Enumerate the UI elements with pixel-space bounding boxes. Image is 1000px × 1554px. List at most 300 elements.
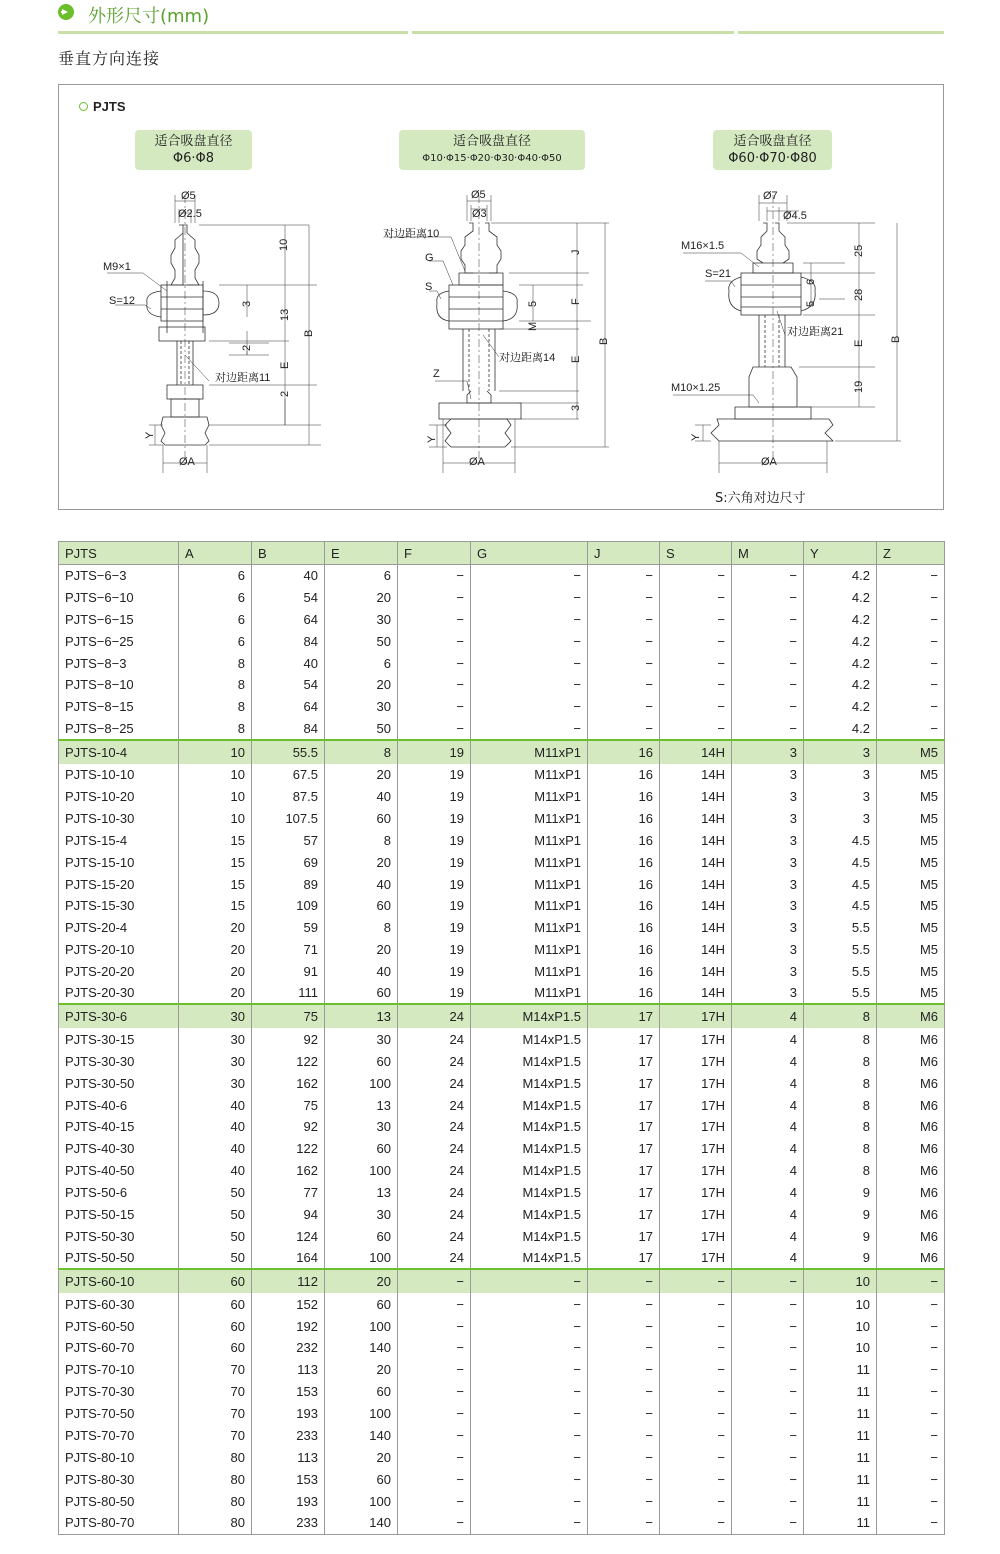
model-cell: PJTS-10-20: [59, 786, 179, 808]
value-cell: −: [877, 630, 945, 652]
value-cell: 54: [252, 674, 325, 696]
model-cell: PJTS-40-15: [59, 1116, 179, 1138]
value-cell: 20: [179, 939, 252, 961]
value-cell: −: [660, 1269, 732, 1293]
table-row: [59, 1490, 945, 1512]
value-cell: 233: [252, 1425, 325, 1447]
value-cell: 3: [732, 764, 804, 786]
value-cell: 15: [179, 851, 252, 873]
section-header: [58, 0, 944, 36]
column-header: Y: [804, 542, 877, 565]
dim-e: E: [570, 355, 582, 363]
value-cell: 30: [325, 1204, 398, 1226]
value-cell: −: [398, 1468, 471, 1490]
value-cell: −: [398, 1446, 471, 1468]
value-cell: 153: [252, 1468, 325, 1490]
value-cell: 14H: [660, 895, 732, 917]
value-cell: 11: [804, 1359, 877, 1381]
value-cell: 100: [325, 1247, 398, 1269]
model-cell: PJTS-80-70: [59, 1512, 179, 1534]
table-body: [59, 565, 945, 1535]
table-row: [59, 1359, 945, 1381]
value-cell: 17: [588, 1050, 660, 1072]
value-cell: 162: [252, 1160, 325, 1182]
value-cell: 4: [732, 1116, 804, 1138]
value-cell: 16: [588, 764, 660, 786]
value-cell: 24: [398, 1204, 471, 1226]
value-cell: M11xP1: [471, 895, 588, 917]
value-cell: −: [398, 630, 471, 652]
model-cell: PJTS-60-30: [59, 1293, 179, 1315]
fit-label-size: Φ6·Φ8: [172, 151, 215, 166]
value-cell: −: [588, 1269, 660, 1293]
value-cell: 14H: [660, 764, 732, 786]
value-cell: M6: [877, 1225, 945, 1247]
value-cell: 70: [179, 1381, 252, 1403]
value-cell: 19: [398, 983, 471, 1005]
table-row: [59, 807, 945, 829]
value-cell: 3: [732, 895, 804, 917]
value-cell: 24: [398, 1247, 471, 1269]
value-cell: 17H: [660, 1028, 732, 1050]
value-cell: M14xP1.5: [471, 1116, 588, 1138]
value-cell: 87.5: [252, 786, 325, 808]
thread-label: M9×1: [103, 261, 131, 273]
dim-y: Y: [426, 435, 438, 443]
value-cell: 4: [732, 1182, 804, 1204]
value-cell: M11xP1: [471, 740, 588, 764]
value-cell: −: [877, 1293, 945, 1315]
value-cell: M6: [877, 1116, 945, 1138]
value-cell: 4.5: [804, 851, 877, 873]
model-cell: PJTS-50-6: [59, 1182, 179, 1204]
value-cell: 16: [588, 873, 660, 895]
model-cell: PJTS−6−15: [59, 608, 179, 630]
column-header: E: [325, 542, 398, 565]
dim-diameter-a: ØA: [179, 456, 195, 468]
table-row: [59, 786, 945, 808]
value-cell: 60: [325, 1381, 398, 1403]
model-cell: PJTS-15-4: [59, 829, 179, 851]
value-cell: 17: [588, 1116, 660, 1138]
model-cell: PJTS-30-6: [59, 1004, 179, 1028]
value-cell: M6: [877, 1247, 945, 1269]
value-cell: M6: [877, 1028, 945, 1050]
value-cell: 15: [179, 829, 252, 851]
table-row: [59, 1337, 945, 1359]
value-cell: −: [471, 608, 588, 630]
header-divider: [738, 31, 944, 34]
model-cell: PJTS-60-50: [59, 1315, 179, 1337]
value-cell: 3: [732, 917, 804, 939]
value-cell: 10: [804, 1315, 877, 1337]
value-cell: −: [588, 1490, 660, 1512]
value-cell: 4: [732, 1028, 804, 1050]
value-cell: −: [732, 1315, 804, 1337]
dim-10: 10: [278, 238, 290, 251]
dim-inner-diameter: Ø4.5: [783, 210, 807, 222]
column-header: B: [252, 542, 325, 565]
value-cell: 113: [252, 1359, 325, 1381]
drawing-small-labels: [103, 190, 315, 468]
dim-f: F: [570, 298, 582, 305]
value-cell: 14H: [660, 983, 732, 1005]
value-cell: −: [471, 674, 588, 696]
table-row: [59, 895, 945, 917]
value-cell: 40: [325, 873, 398, 895]
value-cell: −: [732, 674, 804, 696]
value-cell: 54: [252, 586, 325, 608]
value-cell: 80: [179, 1512, 252, 1534]
value-cell: 153: [252, 1381, 325, 1403]
value-cell: −: [588, 1403, 660, 1425]
value-cell: −: [471, 586, 588, 608]
dim-28: 28: [853, 288, 865, 301]
dim-e: E: [279, 361, 291, 369]
value-cell: −: [732, 1381, 804, 1403]
value-cell: −: [877, 1315, 945, 1337]
value-cell: −: [877, 674, 945, 696]
value-cell: 69: [252, 851, 325, 873]
value-cell: 6: [325, 565, 398, 587]
dim-2: 2: [241, 344, 253, 351]
value-cell: 60: [325, 1468, 398, 1490]
model-cell: PJTS-50-15: [59, 1204, 179, 1226]
value-cell: 100: [325, 1072, 398, 1094]
dim-5: 5: [805, 300, 817, 307]
value-cell: −: [732, 1359, 804, 1381]
value-cell: −: [877, 1403, 945, 1425]
value-cell: −: [660, 630, 732, 652]
value-cell: −: [398, 718, 471, 740]
value-cell: −: [732, 1403, 804, 1425]
flat-width-label: 对边距离10: [383, 228, 440, 240]
value-cell: 75: [252, 1004, 325, 1028]
model-cell: PJTS-15-20: [59, 873, 179, 895]
value-cell: 24: [398, 1050, 471, 1072]
value-cell: 17H: [660, 1138, 732, 1160]
fit-label-line: 适合吸盘直径: [154, 134, 233, 149]
model-cell: PJTS-30-30: [59, 1050, 179, 1072]
value-cell: 4.2: [804, 608, 877, 630]
value-cell: 6: [179, 608, 252, 630]
value-cell: 4.2: [804, 652, 877, 674]
value-cell: 17: [588, 1204, 660, 1226]
value-cell: −: [398, 1269, 471, 1293]
value-cell: 11: [804, 1512, 877, 1534]
value-cell: −: [732, 1512, 804, 1534]
value-cell: 70: [179, 1359, 252, 1381]
value-cell: 24: [398, 1182, 471, 1204]
value-cell: 100: [325, 1403, 398, 1425]
value-cell: 50: [325, 718, 398, 740]
value-cell: 3: [732, 807, 804, 829]
model-cell: PJTS-70-30: [59, 1381, 179, 1403]
column-header: M: [732, 542, 804, 565]
table-header-row: [59, 542, 945, 565]
value-cell: −: [877, 586, 945, 608]
arrow-right-icon: [58, 4, 74, 20]
value-cell: 13: [325, 1004, 398, 1028]
value-cell: −: [660, 1359, 732, 1381]
model-cell: PJTS-15-30: [59, 895, 179, 917]
value-cell: 60: [179, 1337, 252, 1359]
dim-diameter-a: ØA: [469, 456, 485, 468]
value-cell: −: [398, 586, 471, 608]
value-cell: 92: [252, 1116, 325, 1138]
value-cell: −: [588, 1337, 660, 1359]
value-cell: 5.5: [804, 917, 877, 939]
value-cell: −: [877, 1512, 945, 1534]
value-cell: 17H: [660, 1004, 732, 1028]
value-cell: 20: [179, 983, 252, 1005]
value-cell: M14xP1.5: [471, 1160, 588, 1182]
value-cell: 4: [732, 1204, 804, 1226]
value-cell: 94: [252, 1204, 325, 1226]
thread-label: M10×1.25: [671, 382, 721, 394]
value-cell: −: [732, 1293, 804, 1315]
table-row: [59, 1050, 945, 1072]
value-cell: −: [588, 652, 660, 674]
fit-label-size: Φ10·Φ15·Φ20·Φ30·Φ40·Φ50: [422, 153, 562, 164]
value-cell: 9: [804, 1182, 877, 1204]
value-cell: −: [588, 630, 660, 652]
value-cell: 60: [325, 807, 398, 829]
value-cell: 16: [588, 917, 660, 939]
value-cell: 16: [588, 961, 660, 983]
value-cell: −: [471, 1359, 588, 1381]
value-cell: −: [471, 1468, 588, 1490]
value-cell: 19: [398, 829, 471, 851]
model-cell: PJTS-10-10: [59, 764, 179, 786]
model-cell: PJTS−8−3: [59, 652, 179, 674]
dim-5: 5: [527, 300, 539, 307]
value-cell: M5: [877, 807, 945, 829]
model-cell: PJTS−6−3: [59, 565, 179, 587]
model-cell: PJTS-20-20: [59, 961, 179, 983]
dim-diameter-a: ØA: [761, 456, 777, 468]
value-cell: −: [877, 565, 945, 587]
value-cell: 4.5: [804, 873, 877, 895]
value-cell: 3: [732, 851, 804, 873]
value-cell: −: [471, 1490, 588, 1512]
table-row: [59, 1138, 945, 1160]
value-cell: −: [471, 630, 588, 652]
value-cell: −: [660, 1468, 732, 1490]
value-cell: −: [732, 696, 804, 718]
value-cell: 112: [252, 1269, 325, 1293]
value-cell: 30: [179, 1028, 252, 1050]
model-cell: PJTS-80-50: [59, 1490, 179, 1512]
value-cell: 16: [588, 740, 660, 764]
table-row: [59, 652, 945, 674]
table-row: [59, 718, 945, 740]
value-cell: 17: [588, 1247, 660, 1269]
value-cell: 67.5: [252, 764, 325, 786]
value-cell: M5: [877, 873, 945, 895]
value-cell: 3: [804, 786, 877, 808]
value-cell: 80: [179, 1446, 252, 1468]
value-cell: −: [588, 1425, 660, 1447]
table-row: [59, 829, 945, 851]
model-cell: PJTS-70-10: [59, 1359, 179, 1381]
value-cell: −: [732, 630, 804, 652]
value-cell: M5: [877, 740, 945, 764]
value-cell: 8: [804, 1160, 877, 1182]
value-cell: 17H: [660, 1160, 732, 1182]
value-cell: 30: [179, 1004, 252, 1028]
column-header: F: [398, 542, 471, 565]
value-cell: 19: [398, 764, 471, 786]
value-cell: −: [660, 718, 732, 740]
table-row: [59, 1072, 945, 1094]
value-cell: 57: [252, 829, 325, 851]
header-divider: [58, 31, 408, 34]
value-cell: 19: [398, 939, 471, 961]
model-cell: PJTS-80-30: [59, 1468, 179, 1490]
value-cell: 24: [398, 1138, 471, 1160]
fit-label-line: 适合吸盘直径: [452, 134, 531, 149]
value-cell: 64: [252, 696, 325, 718]
value-cell: 50: [179, 1182, 252, 1204]
table-row: [59, 696, 945, 718]
value-cell: M5: [877, 917, 945, 939]
value-cell: 8: [804, 1050, 877, 1072]
value-cell: 84: [252, 630, 325, 652]
value-cell: 24: [398, 1116, 471, 1138]
dim-25: 25: [853, 244, 865, 257]
value-cell: 17: [588, 1138, 660, 1160]
value-cell: −: [660, 1512, 732, 1534]
value-cell: 122: [252, 1138, 325, 1160]
dim-e: E: [853, 339, 865, 347]
value-cell: 5.5: [804, 961, 877, 983]
value-cell: 92: [252, 1028, 325, 1050]
value-cell: M14xP1.5: [471, 1138, 588, 1160]
value-cell: −: [660, 696, 732, 718]
value-cell: 100: [325, 1315, 398, 1337]
value-cell: 9: [804, 1225, 877, 1247]
model-cell: PJTS−6−10: [59, 586, 179, 608]
value-cell: 13: [325, 1182, 398, 1204]
value-cell: 17H: [660, 1204, 732, 1226]
value-cell: 17: [588, 1225, 660, 1247]
dim-y: Y: [690, 433, 702, 441]
value-cell: 20: [325, 1359, 398, 1381]
value-cell: M11xP1: [471, 851, 588, 873]
dim-m: M: [527, 321, 539, 331]
dim-19: 19: [853, 380, 865, 393]
value-cell: M14xP1.5: [471, 1028, 588, 1050]
value-cell: 4: [732, 1050, 804, 1072]
value-cell: 8: [804, 1004, 877, 1028]
value-cell: −: [398, 608, 471, 630]
value-cell: −: [398, 565, 471, 587]
dim-outer-diameter: Ø5: [181, 190, 196, 202]
value-cell: 24: [398, 1028, 471, 1050]
value-cell: 40: [252, 565, 325, 587]
value-cell: −: [660, 1293, 732, 1315]
value-cell: 75: [252, 1094, 325, 1116]
value-cell: 3: [804, 764, 877, 786]
value-cell: 4: [732, 1247, 804, 1269]
value-cell: 8: [804, 1028, 877, 1050]
value-cell: −: [588, 1512, 660, 1534]
value-cell: 4.2: [804, 630, 877, 652]
value-cell: −: [660, 1315, 732, 1337]
value-cell: 16: [588, 807, 660, 829]
value-cell: 14H: [660, 786, 732, 808]
value-cell: 16: [588, 939, 660, 961]
model-cell: PJTS-60-10: [59, 1269, 179, 1293]
value-cell: 50: [325, 630, 398, 652]
table-row: [59, 1094, 945, 1116]
table-row: [59, 983, 945, 1005]
value-cell: 3: [732, 873, 804, 895]
value-cell: 17H: [660, 1050, 732, 1072]
value-cell: M5: [877, 764, 945, 786]
value-cell: 60: [325, 983, 398, 1005]
section-title: 外形尺寸(mm): [88, 6, 210, 27]
value-cell: M6: [877, 1072, 945, 1094]
fit-label-size: Φ60·Φ70·Φ80: [728, 151, 817, 166]
value-cell: −: [588, 718, 660, 740]
value-cell: 17: [588, 1072, 660, 1094]
value-cell: −: [660, 1381, 732, 1403]
value-cell: 13: [325, 1094, 398, 1116]
table-row: [59, 1182, 945, 1204]
table-row: [59, 917, 945, 939]
table-row: [59, 740, 945, 764]
value-cell: −: [398, 1337, 471, 1359]
model-cell: PJTS-80-10: [59, 1446, 179, 1468]
value-cell: 30: [179, 1072, 252, 1094]
value-cell: 3: [804, 740, 877, 764]
value-cell: 16: [588, 983, 660, 1005]
table-row: [59, 1315, 945, 1337]
value-cell: 10: [804, 1337, 877, 1359]
value-cell: −: [398, 696, 471, 718]
value-cell: 109: [252, 895, 325, 917]
model-cell: PJTS−6−25: [59, 630, 179, 652]
value-cell: M5: [877, 829, 945, 851]
value-cell: −: [471, 718, 588, 740]
column-header: J: [588, 542, 660, 565]
model-cell: PJTS−8−15: [59, 696, 179, 718]
value-cell: −: [660, 1403, 732, 1425]
value-cell: 30: [325, 608, 398, 630]
dim-2: 2: [279, 390, 291, 397]
value-cell: 20: [325, 586, 398, 608]
dim-z: Z: [433, 368, 440, 380]
value-cell: 80: [179, 1490, 252, 1512]
value-cell: 11: [804, 1468, 877, 1490]
value-cell: 80: [179, 1468, 252, 1490]
value-cell: M11xP1: [471, 939, 588, 961]
value-cell: 14H: [660, 740, 732, 764]
value-cell: 59: [252, 917, 325, 939]
value-cell: 4: [732, 1004, 804, 1028]
column-header: PJTS: [59, 542, 179, 565]
value-cell: −: [660, 1425, 732, 1447]
column-header: Z: [877, 542, 945, 565]
value-cell: M5: [877, 939, 945, 961]
value-cell: −: [588, 1381, 660, 1403]
value-cell: −: [588, 1315, 660, 1337]
table-row: [59, 674, 945, 696]
value-cell: −: [471, 1315, 588, 1337]
value-cell: 192: [252, 1315, 325, 1337]
